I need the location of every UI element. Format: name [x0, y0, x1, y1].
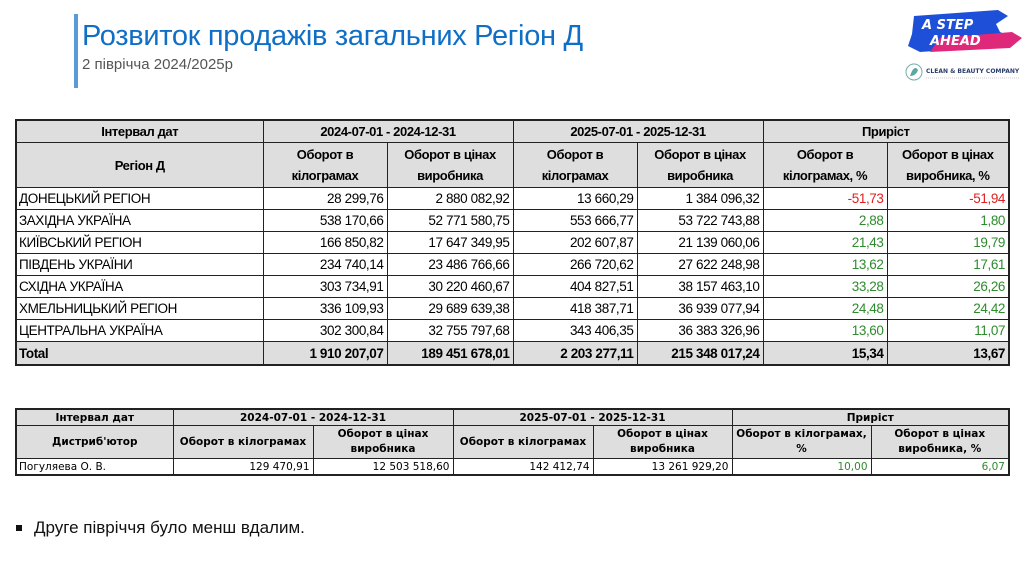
price1-value: 2 880 082,92 — [387, 188, 513, 210]
distributor-column-header: Дистриб'ютор — [16, 426, 173, 459]
total-kg2: 2 203 277,11 — [513, 342, 637, 366]
kg-column-header: Оборот в кілограмах — [453, 426, 593, 459]
kg1-value: 129 470,91 — [173, 459, 313, 476]
kg-column-header: Оборот в кілограмах — [263, 143, 387, 188]
price2-value: 36 383 326,96 — [637, 320, 763, 342]
region-column-header: Регіон Д — [16, 143, 263, 188]
kg-pct-column-header: Оборот в кілограмах, % — [763, 143, 887, 188]
interval-label: Інтервал дат — [16, 409, 173, 426]
kg-pct-value: 2,88 — [763, 210, 887, 232]
period-1-header: 2024-07-01 - 2024-12-31 — [263, 120, 513, 143]
row-name: ДОНЕЦЬКИЙ РЕГІОН — [16, 188, 263, 210]
growth-header: Приріст — [763, 120, 1009, 143]
price1-value: 52 771 580,75 — [387, 210, 513, 232]
table-header-row — [16, 409, 1009, 426]
kg2-value: 404 827,51 — [513, 276, 637, 298]
price2-value: 27 622 248,98 — [637, 254, 763, 276]
table-row — [16, 254, 1009, 276]
kg-pct-value: 21,43 — [763, 232, 887, 254]
regions-sales-table — [15, 119, 1010, 366]
price1-value: 29 689 639,38 — [387, 298, 513, 320]
svg-text:A STEP: A STEP — [922, 18, 974, 33]
price2-value: 53 722 743,88 — [637, 210, 763, 232]
kg2-value: 418 387,71 — [513, 298, 637, 320]
kg1-value: 166 850,82 — [263, 232, 387, 254]
price-column-header: Оборот в цінах виробника — [387, 143, 513, 188]
table-row — [16, 232, 1009, 254]
price-pct-value: 11,07 — [887, 320, 1009, 342]
table-row — [16, 210, 1009, 232]
period-2-header: 2025-07-01 - 2025-12-31 — [513, 120, 763, 143]
price1-value: 23 486 766,66 — [387, 254, 513, 276]
table-row — [16, 320, 1009, 342]
svg-text:CLEAN & BEAUTY COMPANY: CLEAN & BEAUTY COMPANY — [926, 68, 1020, 75]
a-step-ahead-logo-icon — [900, 6, 1024, 84]
price2-value: 13 261 929,20 — [593, 459, 732, 476]
row-name: Погуляева О. В. — [16, 459, 173, 476]
row-name: КИЇВСЬКИЙ РЕГІОН — [16, 232, 263, 254]
total-label: Total — [16, 342, 263, 366]
kg-pct-value: -51,73 — [763, 188, 887, 210]
kg2-value: 343 406,35 — [513, 320, 637, 342]
total-kg1: 1 910 207,07 — [263, 342, 387, 366]
price-pct-column-header: Оборот в цінах виробника, % — [871, 426, 1009, 459]
price2-value: 38 157 463,10 — [637, 276, 763, 298]
table-row — [16, 459, 1009, 476]
kg1-value: 303 734,91 — [263, 276, 387, 298]
price-pct-value: 24,42 — [887, 298, 1009, 320]
square-bullet-icon — [16, 525, 22, 531]
kg-pct-value: 24,48 — [763, 298, 887, 320]
price1-value: 32 755 797,68 — [387, 320, 513, 342]
row-name: ЦЕНТРАЛЬНА УКРАЇНА — [16, 320, 263, 342]
row-name: ПІВДЕНЬ УКРАЇНИ — [16, 254, 263, 276]
period-2-header: 2025-07-01 - 2025-12-31 — [453, 409, 732, 426]
svg-text:AHEAD: AHEAD — [930, 34, 981, 49]
page-title: Розвиток продажів загальних Регіон Д — [82, 20, 583, 52]
kg1-value: 234 740,14 — [263, 254, 387, 276]
interval-label: Інтервал дат — [16, 120, 263, 143]
period-1-header: 2024-07-01 - 2024-12-31 — [173, 409, 453, 426]
company-logo — [900, 6, 1024, 84]
total-price1: 189 451 678,01 — [387, 342, 513, 366]
price2-value: 1 384 096,32 — [637, 188, 763, 210]
note-bullet-item — [16, 518, 305, 538]
title-accent-bar — [74, 14, 78, 88]
kg1-value: 302 300,84 — [263, 320, 387, 342]
growth-header: Приріст — [732, 409, 1009, 426]
kg2-value: 266 720,62 — [513, 254, 637, 276]
row-name: ЗАХІДНА УКРАЇНА — [16, 210, 263, 232]
kg2-value: 142 412,74 — [453, 459, 593, 476]
price-column-header: Оборот в цінах виробника — [593, 426, 732, 459]
row-name: ХМЕЛЬНИЦЬКИЙ РЕГІОН — [16, 298, 263, 320]
kg-column-header: Оборот в кілограмах — [513, 143, 637, 188]
table-row — [16, 298, 1009, 320]
price-pct-value: 26,26 — [887, 276, 1009, 298]
price-pct-value: -51,94 — [887, 188, 1009, 210]
kg-pct-column-header: Оборот в кілограмах, % — [732, 426, 871, 459]
price-pct-value: 1,80 — [887, 210, 1009, 232]
price2-value: 36 939 077,94 — [637, 298, 763, 320]
note-text: Друге півріччя було менш вдалим. — [34, 518, 305, 537]
price-pct-column-header: Оборот в цінах виробника, % — [887, 143, 1009, 188]
kg-pct-value: 13,60 — [763, 320, 887, 342]
price-column-header: Оборот в цінах виробника — [637, 143, 763, 188]
price-pct-value: 6,07 — [871, 459, 1009, 476]
total-price2: 215 348 017,24 — [637, 342, 763, 366]
kg1-value: 538 170,66 — [263, 210, 387, 232]
table-row — [16, 188, 1009, 210]
price-column-header: Оборот в цінах виробника — [313, 426, 453, 459]
kg-pct-value: 13,62 — [763, 254, 887, 276]
page-subtitle: 2 піврічча 2024/2025р — [82, 56, 233, 73]
price1-value: 12 503 518,60 — [313, 459, 453, 476]
price-pct-value: 19,79 — [887, 232, 1009, 254]
total-kg-pct: 15,34 — [763, 342, 887, 366]
table-header-row — [16, 120, 1009, 143]
kg-pct-value: 33,28 — [763, 276, 887, 298]
kg2-value: 13 660,29 — [513, 188, 637, 210]
kg1-value: 336 109,93 — [263, 298, 387, 320]
kg-column-header: Оборот в кілограмах — [173, 426, 313, 459]
total-price-pct: 13,67 — [887, 342, 1009, 366]
kg1-value: 28 299,76 — [263, 188, 387, 210]
table-total-row — [16, 342, 1009, 366]
kg2-value: 202 607,87 — [513, 232, 637, 254]
kg-pct-value: 10,00 — [732, 459, 871, 476]
price-pct-value: 17,61 — [887, 254, 1009, 276]
price2-value: 21 139 060,06 — [637, 232, 763, 254]
price1-value: 17 647 349,95 — [387, 232, 513, 254]
row-name: СХІДНА УКРАЇНА — [16, 276, 263, 298]
kg2-value: 553 666,77 — [513, 210, 637, 232]
price1-value: 30 220 460,67 — [387, 276, 513, 298]
table-row — [16, 276, 1009, 298]
table-subheader-row — [16, 143, 1009, 188]
distributor-sales-table — [15, 408, 1010, 476]
table-subheader-row — [16, 426, 1009, 459]
